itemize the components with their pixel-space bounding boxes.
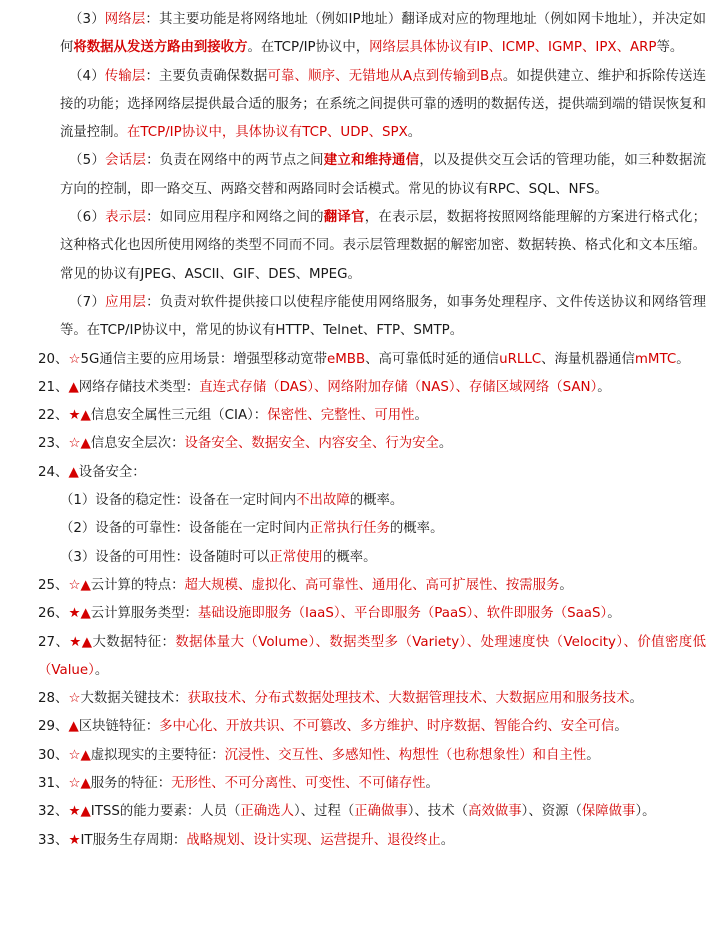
highlighted-text: ★▲ <box>68 606 91 622</box>
text-segment: 27、 <box>38 634 70 650</box>
highlighted-text: 应用层 <box>105 294 147 310</box>
highlighted-text: ☆▲ <box>68 776 91 792</box>
paragraph <box>38 798 706 826</box>
text-segment: 。 <box>414 408 428 424</box>
highlighted-text: 在TCP/IP协议中，具体协议有TCP、UDP、SPX <box>126 125 408 141</box>
text-segment: 网络存储技术类型： <box>78 379 200 395</box>
paragraph <box>60 6 706 63</box>
text-segment: IT服务生存周期： <box>80 832 187 848</box>
paragraph <box>38 430 706 458</box>
paragraph <box>60 487 706 515</box>
highlighted-text: 网络层具体协议有IP、ICMP、IGMP、IPX、ARP <box>369 40 657 56</box>
highlighted-text: 正确做事 <box>354 804 408 820</box>
paragraph <box>38 459 706 487</box>
text-segment: ：负责在网络中的两节点之间 <box>146 153 324 169</box>
text-segment: ，以及提供交互会话的管理功能，如三种数据流方向的控制，即一路交互、两路交替和两路同时会话模式。常见的协议有RPC、SQL、NFS。 <box>60 153 707 197</box>
text-segment: 5G通信主要的应用场景：增强型移动宽带 <box>80 351 327 367</box>
text-segment: 。 <box>440 832 455 848</box>
text-segment: 24、 <box>38 464 69 480</box>
highlighted-text: 高效做事 <box>468 804 522 820</box>
text-segment: （7） <box>69 294 106 310</box>
highlighted-text: ▲ <box>68 719 79 735</box>
text-segment: 设备安全： <box>78 464 146 480</box>
text-segment: 。 <box>597 379 611 395</box>
highlighted-text: 基础设施即服务（IaaS）、平台即服务（PaaS）、软件即服务（SaaS） <box>197 606 608 622</box>
text-segment: 的概率。 <box>322 549 377 565</box>
paragraph <box>38 713 706 741</box>
highlighted-text: ★ <box>68 832 81 848</box>
text-segment: （2）设备的可靠性：设备能在一定时间内 <box>60 521 310 537</box>
text-segment: 33、 <box>38 832 69 848</box>
text-segment: 。 <box>676 351 690 367</box>
highlighted-text: ★▲ <box>68 804 91 820</box>
paragraph <box>38 629 706 686</box>
text-segment: 、海量机器通信 <box>541 351 635 367</box>
text-segment: （1）设备的稳定性：设备在一定时间内 <box>60 493 297 509</box>
text-segment: 的概率。 <box>389 521 444 537</box>
paragraph <box>38 374 706 402</box>
text-segment: 25、 <box>38 577 69 593</box>
highlighted-text: 无形性、不可分离性、可变性、不可储存性 <box>171 776 426 792</box>
text-segment: 22、 <box>38 408 69 424</box>
text-segment: 30、 <box>38 747 69 763</box>
highlighted-text: 翻译官 <box>323 210 365 226</box>
paragraph <box>38 346 706 374</box>
text-segment: 。 <box>407 125 422 141</box>
paragraph <box>38 827 706 855</box>
highlighted-text: 战略规划、设计实现、运营提升、退役终止 <box>186 832 441 848</box>
highlighted-text: 网络层 <box>104 12 146 27</box>
paragraph <box>60 63 706 148</box>
text-segment: 、高可靠低时延的通信 <box>365 351 500 367</box>
text-segment: ：负责对软件提供接口以使程序能使用网络服务，如事务处理程序、文件传送协议和网络管理等。在TCP/IP协议中，常见的协议有HTTP、Telnet、FTP、SMTP。 <box>60 294 707 339</box>
highlighted-text: 正常执行任务 <box>309 521 390 537</box>
paragraph <box>60 289 706 346</box>
highlighted-text: 可靠、顺序、无错地从A点到传输到B点 <box>267 68 503 84</box>
text-segment: 服务的特征： <box>90 776 172 792</box>
highlighted-text: ☆▲ <box>68 747 91 763</box>
text-segment: 。 <box>438 436 453 452</box>
highlighted-text: 正确选人 <box>240 804 294 820</box>
highlighted-text: ☆ <box>68 351 81 367</box>
document-body <box>38 6 707 855</box>
highlighted-text: 沉浸性、交互性、多感知性、构想性（也称想象性）和自主性 <box>224 747 587 763</box>
highlighted-text: ▲ <box>68 464 79 480</box>
paragraph <box>60 515 706 543</box>
highlighted-text: 将数据从发送方路由到接收方 <box>73 40 248 56</box>
highlighted-text: ▲ <box>68 379 79 395</box>
text-segment: ）、过程（ <box>293 804 355 820</box>
highlighted-text: ★▲ <box>68 408 91 424</box>
text-segment: （6） <box>69 210 106 226</box>
text-segment: 。 <box>425 776 439 792</box>
text-segment: ：主要负责确保数据 <box>145 68 268 84</box>
text-segment: 。 <box>629 691 643 707</box>
highlighted-text: 表示层 <box>105 210 147 226</box>
highlighted-text: 直连式存储（DAS）、网络附加存储（NAS）、存储区域网络（SAN） <box>199 379 598 395</box>
text-segment: （3）设备的可用性：设备随时可以 <box>60 549 270 565</box>
text-segment: ：其主要功能是将网络地址（例如IP地址）翻译成对应的物理地址（例如网卡地址），并决定如何 <box>60 12 706 56</box>
text-segment: 信息安全层次： <box>90 436 185 452</box>
paragraph <box>38 742 706 770</box>
text-segment: 23、 <box>38 436 69 452</box>
paragraph <box>38 685 706 713</box>
text-segment: 。 <box>94 662 109 678</box>
text-segment: 信息安全属性三元组（CIA）： <box>90 408 268 424</box>
paragraph <box>38 402 706 430</box>
text-segment: 虚拟现实的主要特征： <box>90 747 225 763</box>
text-segment: ITSS的能力要素：人员（ <box>90 804 241 820</box>
highlighted-text: 保密性、完整性、可用性 <box>267 408 415 424</box>
text-segment: 20、 <box>38 351 69 367</box>
highlighted-text: 不出故障 <box>296 493 350 509</box>
text-segment: 云计算服务类型： <box>90 606 198 622</box>
text-segment: 大数据关键技术： <box>80 691 188 707</box>
text-segment: 区块链特征： <box>78 719 160 735</box>
text-segment: （5） <box>69 153 106 169</box>
paragraph <box>60 544 706 572</box>
highlighted-text: uRLLC <box>499 351 542 367</box>
highlighted-text: ☆▲ <box>68 577 91 593</box>
highlighted-text: ☆▲ <box>68 436 91 452</box>
highlighted-text: 传输层 <box>104 68 146 84</box>
paragraph <box>38 770 706 798</box>
text-segment: 32、 <box>38 804 69 820</box>
highlighted-text: eMBB <box>327 351 366 367</box>
text-segment: 31、 <box>38 776 69 792</box>
text-segment: 。如提供建立、维护和拆除传送连接的功能；选择网络层提供最合适的服务；在系统之间提供可靠的透明的数据传送，提供端到端的错误恢复和流量控制。 <box>60 68 707 141</box>
paragraph <box>60 147 706 204</box>
highlighted-text: 会话层 <box>105 153 147 169</box>
text-segment: ：如同应用程序和网络之间的 <box>146 210 324 226</box>
text-segment: 等。 <box>656 40 684 56</box>
highlighted-text: 建立和维持通信 <box>323 153 420 169</box>
text-segment: 。 <box>559 577 573 593</box>
highlighted-text: 设备安全、数据安全、内容安全、行为安全 <box>184 436 439 452</box>
text-segment: 28、 <box>38 691 69 707</box>
text-segment: 29、 <box>38 719 69 735</box>
highlighted-text: 保障做事 <box>581 804 636 820</box>
paragraph <box>38 600 706 628</box>
highlighted-text: 超大规模、虚拟化、高可靠性、通用化、高可扩展性、按需服务 <box>184 577 560 593</box>
text-segment: 云计算的特点： <box>90 577 185 593</box>
highlighted-text: ★▲ <box>69 634 93 650</box>
text-segment: ）、资源（ <box>521 804 582 820</box>
text-segment: ，在表示层，数据将按照网络能理解的方案进行格式化；这种格式化也因所使用网络的类型不同而不同。表示层管理数据的解密加密、数据转换、格式化和文本压缩。常见的协议有JPEG、ASCII、GIF、DES、MPEG。 <box>60 210 707 282</box>
highlighted-text: 多中心化、开放共识、不可篡改、多方维护、时序数据、智能合约、安全可信 <box>159 719 615 735</box>
text-segment: 。 <box>607 606 621 622</box>
text-segment: ）、技术（ <box>407 804 469 820</box>
highlighted-text: 获取技术、分布式数据处理技术、大数据管理技术、大数据应用和服务技术 <box>187 691 630 707</box>
text-segment: （3） <box>69 12 105 27</box>
text-segment: 。 <box>586 747 600 763</box>
highlighted-text: mMTC <box>634 351 677 367</box>
text-segment: 大数据特征： <box>92 634 176 650</box>
text-segment: ）。 <box>635 804 656 820</box>
highlighted-text: ☆ <box>68 691 81 707</box>
text-segment: 的概率。 <box>349 493 404 509</box>
text-segment: 。 <box>614 719 628 735</box>
text-segment: （4） <box>69 68 105 84</box>
paragraph <box>60 204 706 289</box>
paragraph <box>38 572 706 600</box>
highlighted-text: 数据体量大（Volume）、数据类型多（Variety）、处理速度快（Velocity）、价值密度低（Value） <box>38 634 706 678</box>
text-segment: 。在TCP/IP协议中， <box>247 40 370 56</box>
highlighted-text: 正常使用 <box>269 549 323 565</box>
text-segment: 26、 <box>38 606 69 622</box>
text-segment: 21、 <box>38 379 69 395</box>
